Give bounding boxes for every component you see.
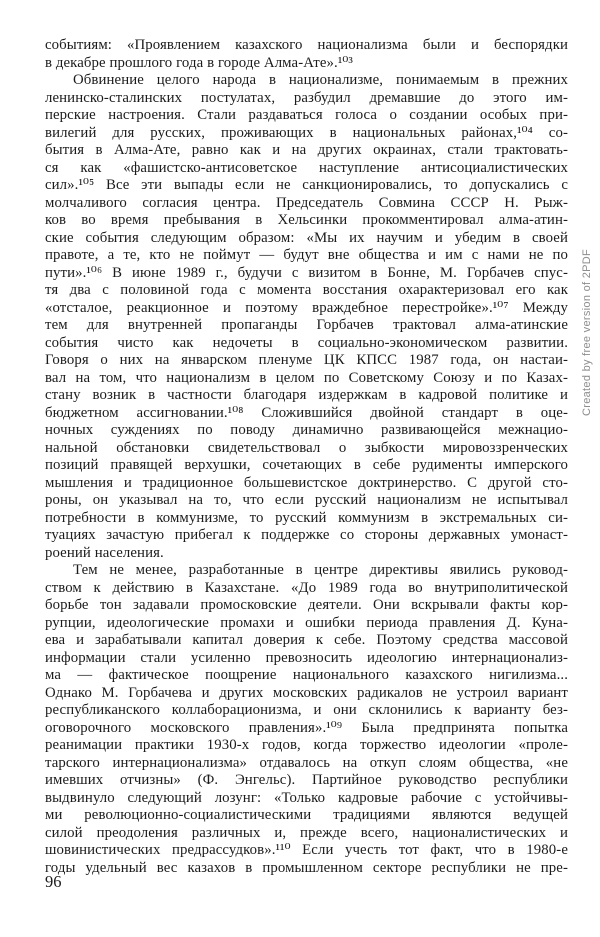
text-line: тя два с половиной года с момента восстания охарактеризовал его как bbox=[45, 282, 568, 298]
text-line: ночных суждениях по поводу динамично развивающейся межнацио- bbox=[45, 422, 568, 438]
body-text bbox=[45, 37, 568, 877]
text-line: мышления и традиционное большевистское доктринерство. С другой сто- bbox=[45, 474, 568, 491]
text-line: оговорочного московского правления».¹⁰⁹ Была предпринята попытка bbox=[45, 719, 568, 736]
text-line: бюджетном ассигновании.¹⁰⁸ Сложившийся двойной стандарт в оце- bbox=[45, 404, 568, 421]
text-line: Тем не менее, разработанные в центре директивы явились руковод- bbox=[73, 562, 568, 578]
text-line: годы удельный вес казахов в промышленном секторе республики не пре- bbox=[45, 859, 568, 876]
text-line: событиям: «Проявлением казахского национализма были и беспорядки bbox=[45, 37, 568, 53]
text-line: роны, он указывал на то, что если русский национализм не испытывал bbox=[45, 492, 568, 508]
text-line: ством к действию в Казахстане. «До 1989 года во внутриполитической bbox=[45, 579, 568, 596]
text-line: Однако М. Горбачева и других московских радикалов не устроил вариант bbox=[45, 684, 568, 701]
text-line: позиций правящей верхушки, сочетающих в себе рудименты имперского bbox=[45, 457, 568, 473]
text-line: ленинско-сталинских постулатах, разбудил дремавшие до этого им- bbox=[45, 89, 568, 106]
text-line: бытия в Алма-Ате, равно как и на других окраинах, стали трактовать- bbox=[45, 142, 568, 158]
text-line: «отсталое, реакционное и поэтому враждебное перестройке».¹⁰⁷ Между bbox=[45, 299, 568, 316]
text-line: Говоря о них на январском пленуме ЦК КПСС 1987 года, он настаи- bbox=[45, 352, 568, 368]
text-line: тарского интернационализма» отдавалось на откуп слоям общества, «не bbox=[45, 754, 568, 771]
text-line: стану возник в частности благодаря издержкам в кадровой политике и bbox=[45, 387, 568, 403]
watermark-text: Created by free version of 2PDF bbox=[581, 248, 593, 416]
text-line: пути».¹⁰⁶ В июне 1989 г., будучи с визитом в Бонне, М. Горбачев спус- bbox=[45, 264, 568, 281]
text-line: вал на том, что национализм в целом по Советскому Союзу и по Казах- bbox=[45, 369, 568, 386]
text-line: тем для внутренней пропаганды Горбачев трактовал алма-атинские bbox=[45, 317, 568, 333]
text-line: ся как «фашистско-антисоветское наступление антисоциалистических bbox=[45, 159, 568, 176]
text-line: нальной обстановки свидетельствовал о зыбкости мировоззренческих bbox=[45, 439, 568, 456]
text-line: перские настроения. Стали раздаваться голоса о создании особых при- bbox=[45, 107, 568, 123]
text-line: ми революционно-социалистическими традициями являются ведущей bbox=[45, 807, 568, 823]
text-line: реанимации практики 1930-х годов, когда торжество идеологии «проле- bbox=[45, 737, 568, 753]
text-line: информации стали усиленно превозносить идеологию интернационализ- bbox=[45, 649, 568, 666]
text-line: борьбе тон задавали промосковские деятели. Они вскрывали факты кор- bbox=[45, 597, 568, 613]
text-line: ева и зарабатывали капитал доверия к себе. Поэтому средства массовой bbox=[45, 632, 568, 648]
text-line: шовинистических предрассудков».¹¹⁰ Если учесть тот факт, что в 1980-е bbox=[45, 842, 568, 858]
text-line: ков во время пребывания в Хельсинки прокомментировал алма-атин- bbox=[45, 212, 568, 228]
text-line: ма — фактическое поощрение национального казахского нигилизма... bbox=[45, 667, 568, 683]
text-line: туациях зачастую прибегал к поддержке со стороны державных умонаст- bbox=[45, 527, 568, 543]
text-line: события чисто как недочеты в социально-экономическом развитии. bbox=[45, 334, 568, 351]
text-line: сил».¹⁰⁵ Все эти выпады если не санкционировались, то допускались с bbox=[45, 177, 568, 193]
text-line: силой преодоления различных и, прежде всего, националистических и bbox=[45, 824, 568, 841]
text-line: Обвинение целого народа в национализме, понимаемым в прежних bbox=[73, 72, 568, 88]
text-line: молчаливого согласия центра. Председатель Совмина СССР Н. Рыж- bbox=[45, 194, 568, 211]
text-line: роений населения. bbox=[45, 544, 164, 561]
text-line: вилегий для русских, проживающих в национальных районах,¹⁰⁴ со- bbox=[45, 124, 568, 141]
text-line: республиканского коллаборационизма, и они склонились к варианту без- bbox=[45, 702, 568, 718]
text-line: выдвинуло следующий лозунг: «Только кадровые рабочие с устойчивы- bbox=[45, 789, 568, 806]
text-line: потребности в коммунизме, то русский коммунизм в экстремальных си- bbox=[45, 509, 568, 526]
text-line: рупции, идеологические промахи и ошибки периода правления Д. Куна- bbox=[45, 614, 568, 631]
page-number: 96 bbox=[45, 872, 62, 891]
text-line: имевших отчизны» (Ф. Энгельс). Партийное руководство республики bbox=[45, 772, 568, 788]
text-line: в декабре прошлого года в городе Алма-Ате».¹⁰³ bbox=[45, 54, 353, 71]
text-line: ские события следующим образом: «Мы их научим и убедим в своей bbox=[45, 229, 568, 246]
text-line: правоте, а те, кто не поймут — будут вне общества и им с нами не по bbox=[45, 247, 568, 263]
